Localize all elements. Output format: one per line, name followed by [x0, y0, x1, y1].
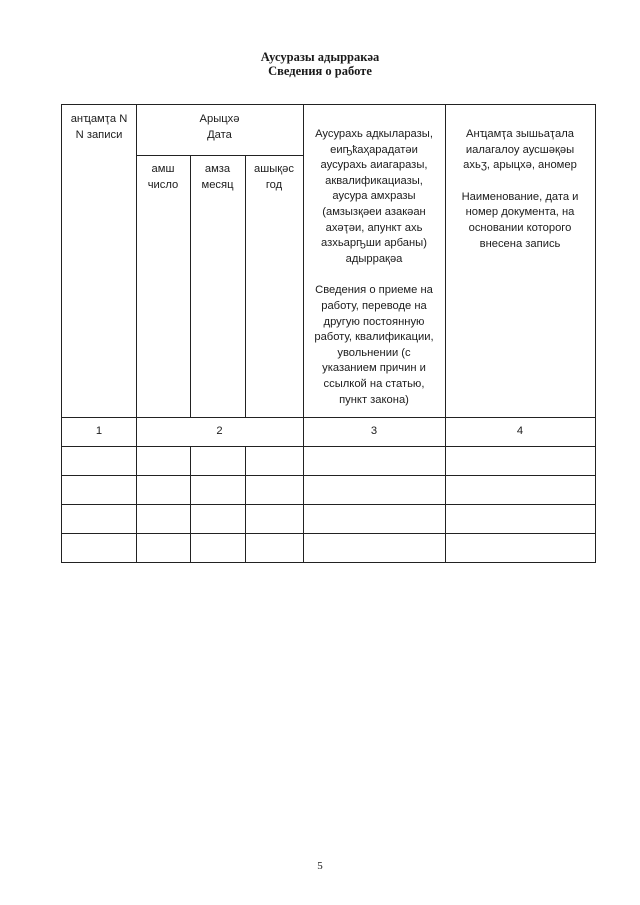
- info-russian-line: другую постоянную: [323, 315, 425, 328]
- info-abkhaz-line: азхьарҧши арбаны): [321, 237, 427, 250]
- header-date-russian: Дата: [207, 128, 232, 141]
- date-subheader-line: [136, 155, 303, 156]
- column-number-2: 2: [216, 425, 223, 437]
- title-russian: Сведения о работе: [268, 64, 372, 78]
- info-abkhaz-line: еиҧҟаҳарадатәи: [330, 143, 418, 156]
- day-cell[interactable]: [137, 447, 190, 475]
- info-russian-line: Сведения о приеме на: [315, 284, 433, 297]
- document-basis-cell[interactable]: [446, 447, 595, 475]
- header-year-russian: год: [265, 178, 283, 191]
- record-number-cell[interactable]: [62, 534, 136, 562]
- header-month: [190, 162, 245, 193]
- month-cell[interactable]: [191, 534, 245, 562]
- day-right-line-header: [190, 155, 191, 418]
- month-cell[interactable]: [191, 505, 245, 533]
- header-date-abkhaz: Арыцхә: [199, 113, 240, 125]
- header-bottom-line: [61, 417, 595, 418]
- header-month-abkhaz: амза: [204, 163, 231, 175]
- table-border-right: [595, 104, 596, 563]
- info-russian-line: ссылкой на статью,: [323, 377, 425, 390]
- record-number-cell[interactable]: [62, 476, 136, 504]
- month-cell[interactable]: [191, 476, 245, 504]
- header-record-number: [61, 112, 137, 143]
- year-cell[interactable]: [246, 505, 303, 533]
- basis-russian-line: номер документа, на: [465, 206, 575, 219]
- record-number-cell[interactable]: [62, 447, 136, 475]
- info-abkhaz-line: аквалификациазы,: [325, 174, 423, 187]
- header-document-basis: [445, 127, 595, 252]
- day-cell[interactable]: [137, 505, 190, 533]
- work-info-cell[interactable]: [304, 505, 445, 533]
- header-work-info-russian: [303, 283, 445, 408]
- info-spacer: [303, 267, 445, 283]
- info-abkhaz-line: (амзызқәеи азакәан: [322, 205, 426, 218]
- document-basis-cell[interactable]: [446, 505, 595, 533]
- basis-spacer: [445, 174, 595, 190]
- header-day-abkhaz: амш: [151, 163, 175, 175]
- basis-abkhaz-line: ахьӡ, арыцхә, аномер: [463, 159, 577, 172]
- header-date: [136, 112, 303, 143]
- record-number-cell[interactable]: [62, 505, 136, 533]
- basis-russian-line: основании которого: [468, 221, 572, 234]
- document-basis-cell[interactable]: [446, 534, 595, 562]
- day-cell[interactable]: [137, 476, 190, 504]
- table-border-top: [61, 104, 595, 105]
- info-russian-line: работу, квалификации,: [314, 331, 434, 344]
- month-cell[interactable]: [191, 447, 245, 475]
- header-year: [245, 162, 303, 193]
- info-abkhaz-line: адыррақәа: [345, 252, 403, 265]
- header-work-info-abkhaz: [303, 127, 445, 267]
- header-document-basis-russian: [445, 190, 595, 252]
- document-basis-cell[interactable]: [446, 476, 595, 504]
- month-right-line-header: [245, 155, 246, 418]
- basis-russian-line: Наименование, дата и: [461, 190, 579, 203]
- work-info-cell[interactable]: [304, 476, 445, 504]
- header-month-russian: месяц: [201, 178, 234, 191]
- info-abkhaz-line: аусурахь аиагаразы,: [320, 159, 428, 172]
- work-info-cell[interactable]: [304, 534, 445, 562]
- header-day: [136, 162, 190, 193]
- header-document-basis-abkhaz: [445, 127, 595, 174]
- column-number-4: 4: [516, 425, 524, 437]
- header-year-abkhaz: ашықәс: [254, 163, 294, 175]
- basis-abkhaz-line: Анҵамҭа зышьаҭала: [465, 128, 575, 140]
- header-work-info: [303, 127, 445, 408]
- header-day-russian: число: [147, 178, 179, 191]
- info-abkhaz-line: Аусурахь адкыларазы,: [315, 128, 433, 140]
- year-cell[interactable]: [246, 534, 303, 562]
- header-record-number-abkhaz: анҵамҭа N: [70, 113, 128, 125]
- year-cell[interactable]: [246, 476, 303, 504]
- basis-abkhaz-line: иалагалоу аусшәқәы: [465, 143, 575, 156]
- page-number: 5: [317, 860, 323, 872]
- document-title: [0, 50, 640, 78]
- day-cell[interactable]: [137, 534, 190, 562]
- column-number-1: 1: [95, 425, 103, 437]
- info-russian-line: работу, переводе на: [321, 299, 427, 312]
- table-border-bottom: [61, 562, 595, 563]
- basis-russian-line: внесена запись: [479, 237, 561, 250]
- work-info-cell[interactable]: [304, 447, 445, 475]
- info-russian-line: пункт закона): [339, 393, 409, 406]
- year-cell[interactable]: [246, 447, 303, 475]
- info-abkhaz-line: ахәҭәи, апункт ахь: [325, 221, 423, 234]
- title-abkhaz: Аусуразы адырракәа: [260, 50, 380, 64]
- info-russian-line: увольнении (с: [337, 346, 411, 359]
- column-number-3: 3: [370, 425, 378, 437]
- info-abkhaz-line: аусура амхразы: [332, 190, 416, 203]
- header-record-number-russian: N записи: [75, 128, 123, 141]
- info-russian-line: указанием причин и: [322, 362, 426, 375]
